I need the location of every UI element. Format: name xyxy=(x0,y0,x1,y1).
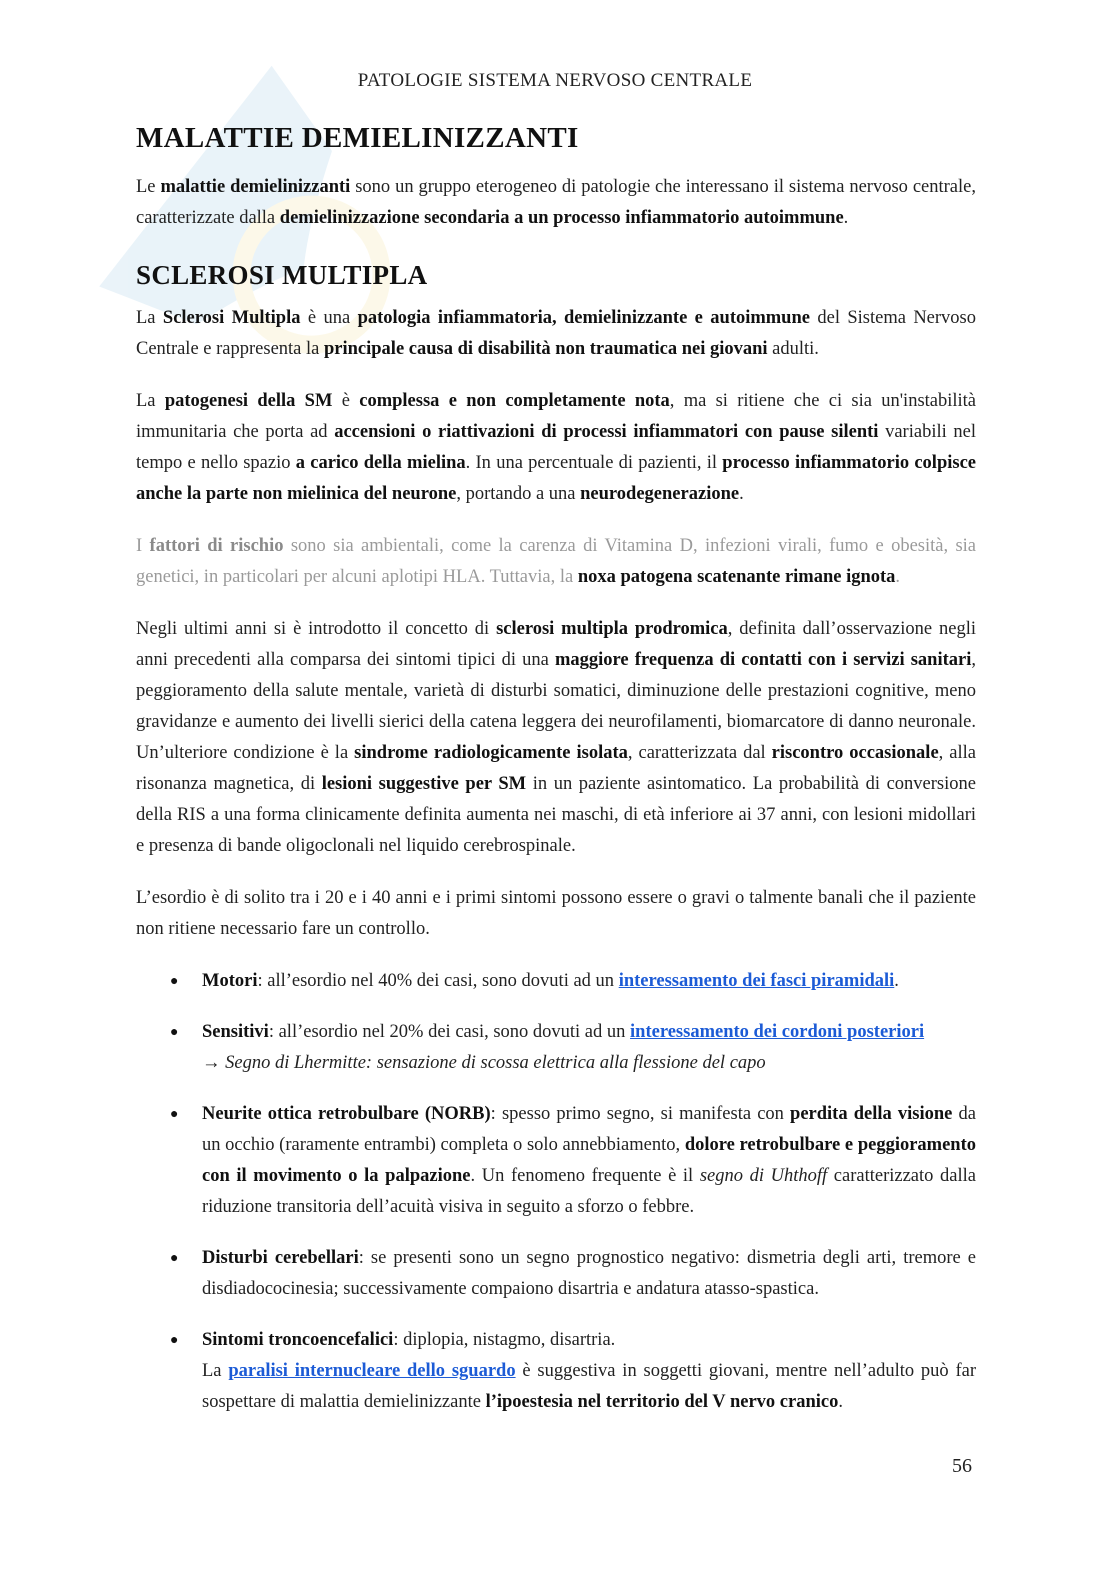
link-fasci-piramidali[interactable]: interessamento dei fasci piramidali xyxy=(618,971,895,991)
bullet-icon: ● xyxy=(170,1251,179,1266)
paragraph-onset: L’esordio è di solito tra i 20 e i 40 anni e i primi sintomi possono essere o gravi o talmente banali che il paziente non ritiene necessario fare un controllo. xyxy=(136,888,976,939)
paragraph-risk-factors: I fattori di rischio sono sia ambientali, come la carenza di Vitamina D, infezioni virali, fumo e obesità, sia genetici, in particolari per alcuni aplotipi HLA. Tuttavia, la noxa patogena scatenante rimane ignota. xyxy=(136,536,977,587)
bullet-icon: ● xyxy=(170,1107,179,1122)
link-paralisi-internucleare[interactable]: paralisi internucleare dello sguardo xyxy=(228,1361,516,1381)
list-item-sensitivi: ● Sensitivi: all’esordio nel 20% dei casi, sono dovuti ad un interessamento dei cordoni posteriori → Segno di Lhermitte: sensazione di scossa elettrica alla flessione del capo xyxy=(136,1017,976,1079)
link-cordoni-posteriori[interactable]: interessamento dei cordoni posteriori xyxy=(630,1022,925,1042)
page-number: 56 xyxy=(952,1455,972,1477)
paragraph-intro: Le malattie demielinizzanti sono un gruppo eterogeneo di patologie che interessano il sistema nervoso centrale, caratterizzate dalla demielinizzazione secondaria a un processo infiammatorio autoimmune. xyxy=(136,177,976,228)
paragraph-prodromal: Negli ultimi anni si è introdotto il concetto di sclerosi multipla prodromica, definita dall’osservazione negli anni precedenti alla comparsa dei sintomi tipici di una maggiore frequenza di contatti con i servizi sanitari, peggioramento della salute mentale, varietà di disturbi somatici, diminuzione delle prestazioni cognitive, meno gravidanze e aumento dei livelli sierici della catena leggera dei neurofilamenti, biomarcatore di danno neuronale. Un’ulteriore condizione è la sindrome radiologicamente isolata, caratterizzata dal riscontro occasionale, alla risonanza magnetica, di lesioni suggestive per SM in un paziente asintomatico. La probabilità di conversione della RIS a una forma clinicamente definita aumenta nei maschi, di età inferiore ai 37 anni, con lesioni midollari e presenza di bande oligoclonali nel liquido cerebrospinale. xyxy=(136,619,976,856)
paragraph-definition: La Sclerosi Multipla è una patologia infiammatoria, demielinizzante e autoimmune del Sistema Nervoso Centrale e rappresenta la principale causa di disabilità non traumatica nei giovani adulti. xyxy=(136,308,976,359)
bullet-icon: ● xyxy=(170,1333,179,1348)
section-title-demielinizzanti: MALATTIE DEMIELINIZZANTI xyxy=(136,122,579,154)
list-item-troncoencefalici: ● Sintomi troncoencefalici: diplopia, nistagmo, disartria. La paralisi internucleare dello sguardo è suggestiva in soggetti giovani, mentre nell’adulto può far sospettare di malattia demielinizzante l’ipoestesia nel territorio del V nervo cranico. xyxy=(136,1325,976,1418)
list-item-norb: ● Neurite ottica retrobulbare (NORB): spesso primo segno, si manifesta con perdita della visione da un occhio (raramente entrambi) completa o solo annebbiamento, dolore retrobulbare e peggioramento con il movimento o la palpazione. Un fenomeno frequente è il segno di Uhthoff caratterizzato dalla riduzione transitoria dell’acuità visiva in seguito a sforzo o febbre. xyxy=(136,1099,976,1223)
paragraph-pathogenesis: La patogenesi della SM è complessa e non completamente nota, ma si ritiene che ci sia un'instabilità immunitaria che porta ad accensioni o riattivazioni di processi infiammatori con pause silenti variabili nel tempo e nello spazio a carico della mielina. In una percentuale di pazienti, il processo infiammatorio colpisce anche la parte non mielinica del neurone, portando a una neurodegenerazione. xyxy=(136,391,977,504)
running-header: PATOLOGIE SISTEMA NERVOSO CENTRALE xyxy=(357,70,753,91)
bullet-icon: ● xyxy=(170,974,179,989)
bullet-icon: ● xyxy=(170,1025,179,1040)
list-item-motori: ● Motori: all’esordio nel 40% dei casi, sono dovuti ad un interessamento dei fasci piramidali. xyxy=(136,966,976,997)
list-item-cerebellari: ● Disturbi cerebellari: se presenti sono un segno prognostico negativo: dismetria degli arti, tremore e disdiadococinesia; successivamente compaiono disartria e andatura atasso-spastica. xyxy=(136,1243,976,1305)
symptom-list xyxy=(136,966,976,1418)
section-title-sclerosi-multipla: SCLEROSI MULTIPLA xyxy=(136,260,428,290)
arrow-icon: → xyxy=(202,1053,226,1073)
page-content xyxy=(136,118,976,1438)
